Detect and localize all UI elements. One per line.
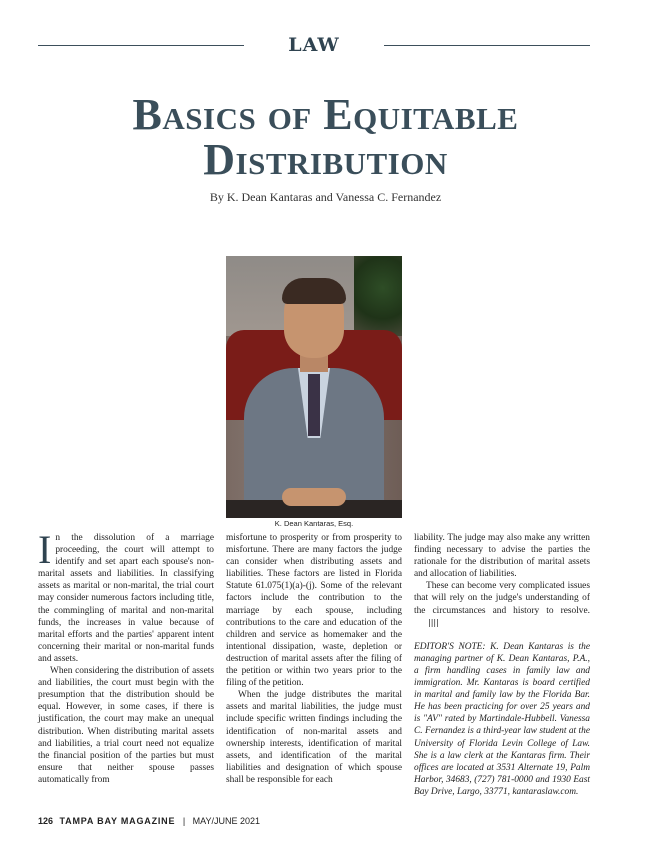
- photo-tie: [308, 374, 320, 436]
- header-rule-right: [384, 45, 590, 46]
- title-line-1: Basics of Equitable: [132, 90, 519, 139]
- paragraph: misfortune to prosperity or from prosperity to misfortune. There are many factors the judge can consider when distributing assets and liabilities. These factors are listed in Florida Statute 61.075(1)(a)-(j). Some of the relevant factors include the contribution to the marriage by each spouse, including contributions to the care and education of the children and service as homemaker and the intentional dissipation, waste, depletion or destruction of marital assets after the filing of the petition or within two years prior to the filing of the petition.: [226, 533, 402, 689]
- paragraph: When considering the distribution of assets and liabilities, the court must begin with the presumption that the distribution should be equal. However, in some cases, if there is justification, the court may make an unequal distribution. When distributing marital assets and liabilities, a trial court need not equalize the financial position of the parties but must ensure that neither spouse passes automatically from: [38, 666, 214, 785]
- paragraph: liability. The judge may also make any written finding necessary to advise the parties the rationale for the distribution of marital assets and allocation of liabilities.: [414, 533, 590, 580]
- paragraph-text: These can become very complicated issues that will rely on the judge's understanding of the circumstances and history to resolve.: [414, 581, 590, 616]
- page-footer: [38, 816, 260, 826]
- paragraph: When the judge distributes the marital assets and marital liabilities, the judge must include specific written findings including the identification of non-marital assets and ownership interests, identification of marital assets, and identification of the marital liabilities and designation of which spouse shall be responsible for each: [226, 690, 402, 785]
- page-number: 126: [38, 816, 54, 826]
- section-label: LAW: [288, 34, 340, 56]
- editors-note: EDITOR'S NOTE: K. Dean Kantaras is the managing partner of K. Dean Kantaras, P.A., a firm handling cases in family law and immigration. Mr. Kantaras is board certified in marital and family law by the Florida Bar. He has been practicing for over 25 years and is "AV" rated by Martindale-Hubbell. Vanessa C. Fernandez is a third-year law student at the University of Florida Levin College of Law. She is a law clerk at the Kantaras firm. Their offices are located at 3531 Alternate 19, Palm Harbor, 34683, (727) 781-0000 and 1930 East Bay Drive, Largo, 33771, kantaraslaw.com.: [414, 641, 590, 797]
- photo-hair: [282, 278, 346, 304]
- paragraph-text: n the dissolution of a marriage proceeding, the court will attempt to identify and set apart each spouse's non-marital assets and liabilities. In classifying assets as marital or non-marital, the trial court may consider numerous factors including title, the commingling of marital and non-marital funds, the increases in value because of marital efforts and the parties' apparent intent concerning their marital or non-marital funds and assets.: [38, 533, 214, 664]
- magazine-name: TAMPA BAY MAGAZINE: [59, 816, 176, 826]
- paragraph: [414, 580, 590, 628]
- section-header: [38, 34, 590, 56]
- article-column-3: [414, 532, 590, 798]
- photo-caption: K. Dean Kantaras, Esq.: [274, 519, 354, 528]
- byline: By K. Dean Kantaras and Vanessa C. Fernandez: [209, 190, 442, 204]
- footer-separator: |: [182, 816, 186, 826]
- photo-plant: [354, 256, 402, 336]
- drop-cap: I: [38, 527, 52, 572]
- issue-date: MAY/JUNE 2021: [192, 816, 261, 826]
- article-title: [0, 92, 651, 182]
- author-photo: [226, 256, 402, 518]
- article-column-2: [226, 532, 402, 786]
- paragraph: [38, 527, 214, 665]
- title-line-2: Distribution: [203, 135, 448, 184]
- end-mark: ||||: [428, 617, 439, 627]
- photo-hands: [282, 488, 346, 506]
- article-column-1: [38, 527, 214, 786]
